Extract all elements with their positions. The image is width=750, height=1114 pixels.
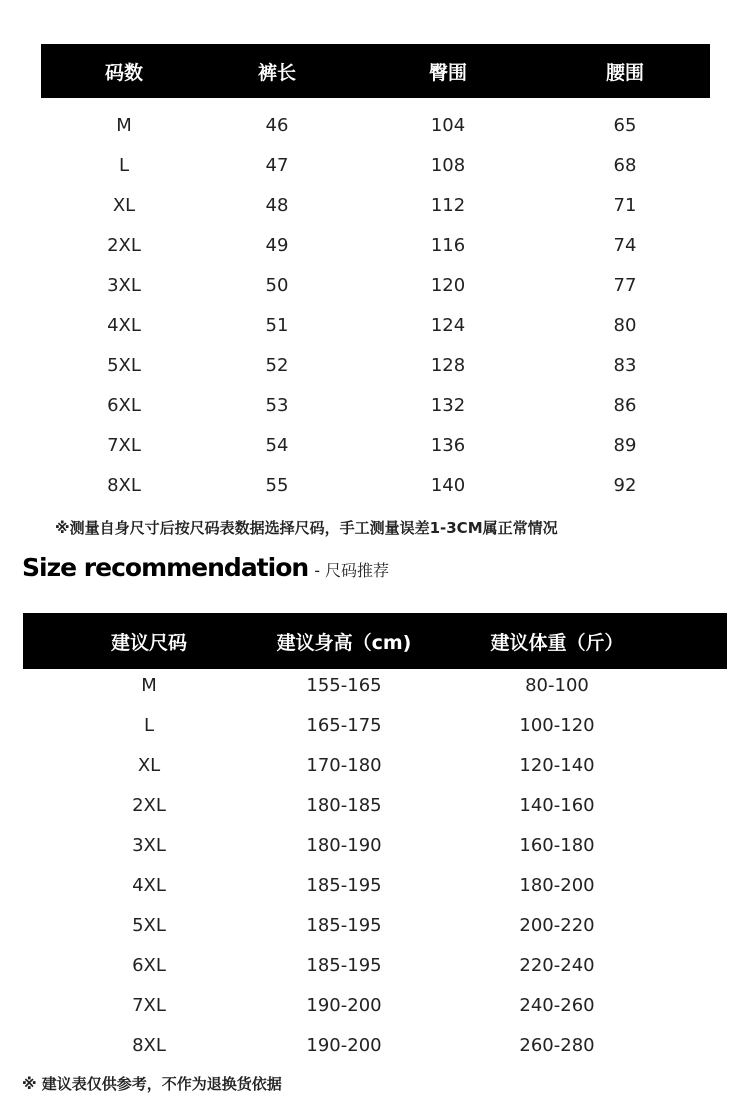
size-table-cell: 128 (430, 354, 466, 376)
recommendation-table-cell: 240-260 (519, 994, 595, 1016)
recommendation-table-cell: L (143, 714, 155, 736)
recommendation-table-row (23, 665, 727, 705)
size-table-cell: 7XL (107, 434, 141, 456)
size-table-cell: 65 (613, 114, 637, 136)
recommendation-table-cell: 185-195 (306, 874, 382, 896)
size-table-cell: 104 (430, 114, 466, 136)
size-table-cell: 52 (265, 354, 289, 376)
size-table-cell: L (118, 154, 130, 176)
size-table-cell: 47 (265, 154, 289, 176)
recommendation-table-row (23, 705, 727, 745)
section-title (22, 553, 389, 589)
size-table-cell: 86 (613, 394, 637, 416)
size-header-cell: 码数 (104, 61, 143, 84)
size-table-header (41, 44, 710, 98)
size-table-row (41, 185, 710, 225)
size-table-cell: 112 (430, 194, 466, 216)
recommendation-table-cell: 180-200 (519, 874, 595, 896)
recommendation-table-cell: XL (137, 754, 161, 776)
size-table-row (41, 225, 710, 265)
size-table-cell: 49 (265, 234, 289, 256)
recommendation-table-cell: 200-220 (519, 914, 595, 936)
size-header-cell: 裤长 (257, 61, 296, 84)
size-table-cell: 124 (430, 314, 466, 336)
size-table-row (41, 145, 710, 185)
recommendation-table-cell: 190-200 (306, 994, 382, 1016)
recommendation-table-cell: 3XL (132, 834, 166, 856)
recommendation-table-cell: 2XL (132, 794, 166, 816)
size-table-cell: 136 (430, 434, 466, 456)
size-table-cell: 2XL (107, 234, 141, 256)
size-table-cell: 55 (265, 474, 289, 496)
recommendation-header-cell: 建议体重（斤） (490, 631, 624, 654)
size-table-cell: 83 (613, 354, 637, 376)
recommendation-table-cell: M (141, 674, 157, 696)
recommendation-table-row (23, 1025, 727, 1065)
size-table-cell: 80 (613, 314, 637, 336)
size-table-cell: 77 (613, 274, 637, 296)
recommendation-table-cell: 80-100 (525, 674, 589, 696)
recommendation-table-cell: 185-195 (306, 954, 382, 976)
recommendation-table-row (23, 945, 727, 985)
size-table-row (41, 265, 710, 305)
section-title-english: Size recommendation (22, 553, 309, 582)
recommendation-table-cell: 190-200 (306, 1034, 382, 1056)
size-table-cell: 71 (613, 194, 637, 216)
size-table-cell: 50 (265, 274, 289, 296)
recommendation-table-row (23, 865, 727, 905)
recommendation-table-cell: 155-165 (306, 674, 382, 696)
size-table-cell: 116 (430, 234, 466, 256)
recommendation-header-cell: 建议身高（cm) (276, 631, 412, 654)
recommendation-table-cell: 120-140 (519, 754, 595, 776)
size-table-cell: 53 (265, 394, 289, 416)
size-table-row (41, 105, 710, 145)
recommendation-table-cell: 220-240 (519, 954, 595, 976)
recommendation-table-cell: 6XL (132, 954, 166, 976)
size-table-cell: 8XL (107, 474, 141, 496)
size-header-cell: 腰围 (605, 61, 644, 84)
section-title-chinese: - 尺码推荐 (314, 561, 390, 580)
size-table-cell: 89 (613, 434, 637, 456)
size-table-cell: 6XL (107, 394, 141, 416)
size-table-cell: 5XL (107, 354, 141, 376)
size-header-cell: 臀围 (428, 61, 467, 84)
size-table-cell: 140 (430, 474, 466, 496)
recommendation-table-cell: 100-120 (519, 714, 595, 736)
recommendation-table-header (23, 613, 727, 669)
recommendation-table-row (23, 985, 727, 1025)
size-table-cell: 4XL (107, 314, 141, 336)
size-table-cell: 132 (430, 394, 466, 416)
size-table-cell: M (116, 114, 132, 136)
recommendation-table-cell: 160-180 (519, 834, 595, 856)
recommendation-table-cell: 260-280 (519, 1034, 595, 1056)
recommendation-table-cell: 7XL (132, 994, 166, 1016)
recommendation-table-cell: 5XL (132, 914, 166, 936)
size-table-cell: 108 (430, 154, 466, 176)
recommendation-table-row (23, 905, 727, 945)
size-table-row (41, 305, 710, 345)
size-table-cell: 54 (265, 434, 289, 456)
size-table-row (41, 465, 710, 505)
recommendation-table-cell: 4XL (132, 874, 166, 896)
recommendation-note: ※ 建议表仅供参考，不作为退换货依据 (22, 1075, 282, 1093)
recommendation-table-cell: 8XL (132, 1034, 166, 1056)
recommendation-table-row (23, 745, 727, 785)
size-table-note: ※测量自身尺寸后按尺码表数据选择尺码，手工测量误差1-3CM属正常情况 (55, 519, 558, 537)
recommendation-table-cell: 180-185 (306, 794, 382, 816)
recommendation-header-cell: 建议尺码 (110, 631, 187, 654)
recommendation-table-row (23, 785, 727, 825)
size-table-cell: 120 (430, 274, 466, 296)
size-table-cell: 92 (613, 474, 637, 496)
recommendation-table-cell: 165-175 (306, 714, 382, 736)
recommendation-table-cell: 180-190 (306, 834, 382, 856)
size-table-cell: 3XL (107, 274, 141, 296)
size-table-row (41, 345, 710, 385)
size-table-cell: 68 (613, 154, 637, 176)
recommendation-table-row (23, 825, 727, 865)
size-table-cell: 46 (265, 114, 289, 136)
size-table-row (41, 385, 710, 425)
size-table-cell: 51 (265, 314, 289, 336)
recommendation-table-cell: 140-160 (519, 794, 595, 816)
size-table-cell: 74 (613, 234, 637, 256)
recommendation-table-cell: 170-180 (306, 754, 382, 776)
size-table-row (41, 425, 710, 465)
recommendation-table-cell: 185-195 (306, 914, 382, 936)
size-table-cell: 48 (265, 194, 289, 216)
size-table-cell: XL (112, 194, 136, 216)
